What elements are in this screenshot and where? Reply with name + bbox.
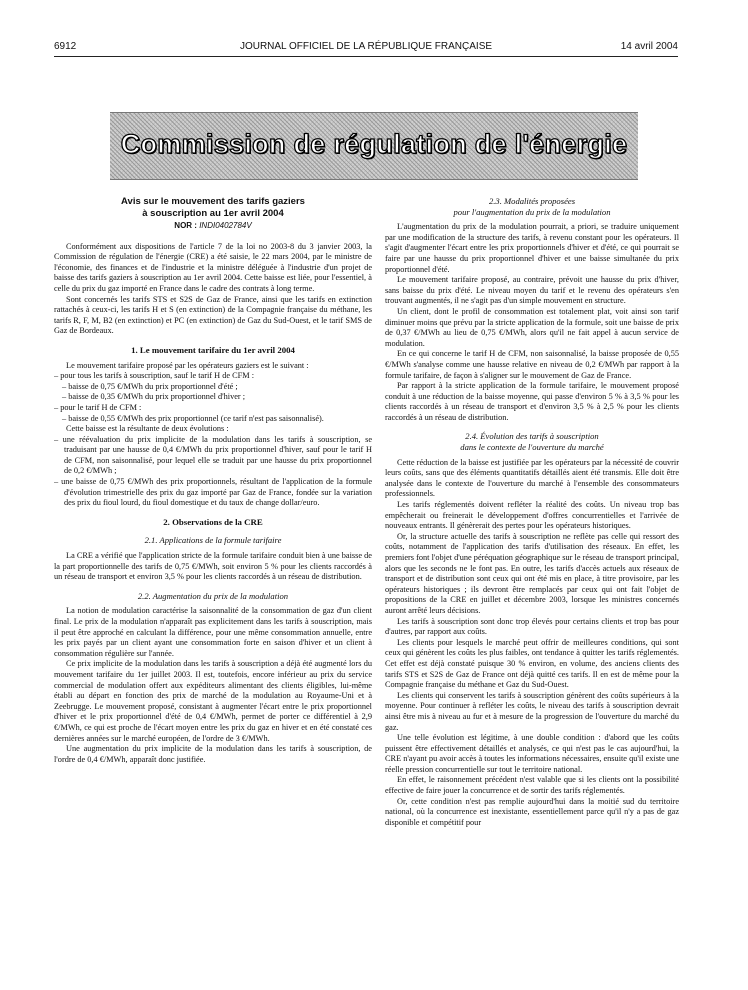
paragraph: Conformément aux dispositions de l'article 7 de la loi no 2003-8 du 3 janvier 2003, la Commission de régulation de l'énergie (CRE) a été saisie, le 22 mars 2004, par le ministre de l'économie, des finances et de l'industrie et la ministre déléguée à l'industrie d'un projet de baisse des tarifs gaziers à souscription au 1er avril 2004. Cette baisse est liée, pour l'essentiel, à celle du prix du gaz importé en France dans le cadre des contrats à long terme. — [54, 241, 372, 293]
left-column — [54, 196, 372, 984]
paragraph: Le mouvement tarifaire proposé par les opérateurs gaziers est le suivant : — [66, 360, 309, 370]
paragraph: Une augmentation du prix implicite de la modulation dans les tarifs à souscription, de l'ordre de 0,4 €/MWh, apparaît donc justifiée. — [54, 744, 372, 764]
nor-reference — [54, 221, 372, 232]
running-header — [54, 41, 678, 57]
paragraph: Les clients qui conservent les tarifs à souscription génèrent des coûts supérieurs à la moyenne. Pour continuer à refléter les coûts, le niveau des tarifs à souscription devrait ainsi être mis à niveau au fur et à mesure de la progression de l'ouverture du marché du gaz. — [385, 690, 679, 732]
paragraph: En ce qui concerne le tarif H de CFM, non saisonnalisé, la baisse proposée de 0,55 €/MWh s'analyse comme une hausse relative en niveau de 0,2 €/MWh par rapport à la formule tarifaire, de façon à s'aligner sur le mouvement de Gaz de France. — [385, 349, 679, 380]
page-number: 6912 — [54, 41, 77, 52]
subsection-heading-2-3-line-2: pour l'augmentation du prix de la modulation — [453, 206, 611, 217]
paragraph: La notion de modulation caractérise la saisonnalité de la consommation de gaz d'un client final. Le prix de la modulation n'apparaît pas explicitement dans les tarifs à souscription, mais il peut être approché en calculant la différence, pour une même consommation annuelle, entre les prix payés par un client ayant une consommation forte en saison d'hiver et un client à consommation régulière sur l'année. — [54, 606, 372, 658]
paragraph: Sont concernés les tarifs STS et S2S de Gaz de France, ainsi que les tarifs en extinction rattachés à ceux-ci, les tarifs H et S (en extinction) de la Compagnie française du méthane, les tarifs R, F, M, B2 (en extinction) et PC (en extinction) de Gaz du Sud-Ouest, et le tarif SMS de Gaz de Bordeaux. — [54, 294, 372, 336]
notice-title-line-1: Avis sur le mouvement des tarifs gaziers — [121, 196, 305, 207]
paragraph: Les tarifs à souscription sont donc trop élevés pour certains clients et trop bas pour d'autres, par rapport aux coûts. — [385, 616, 679, 637]
paragraph: Ce prix implicite de la modulation dans les tarifs à souscription a déjà été augmenté lors du mouvement tarifaire du 1er juillet 2003. Il est, toutefois, encore inférieur au prix du service commercial de modulation offert aux expéditeurs alimentant des clients éligibles, lui-même établi au départ en fonction des prix de marché de la modulation au Royaume-Uni et à Zeebrugge. Le mouvement proposé, consistant à augmenter l'écart entre le prix proportionnel d'hiver et le prix proportionnel d'été de 0,4 €/MWh, permet de porter ce différentiel à 2,9 €/MWh, ce qui est proche de l'écart moyen entre les prix du gaz en hiver et en été constaté ces dernières années sur le marché européen, de l'ordre de 3 €/MWh. — [54, 659, 372, 743]
subsection-heading-2-3-line-1: 2.3. Modalités proposées — [488, 196, 576, 206]
paragraph: L'augmentation du prix de la modulation pourrait, a priori, se traduire uniquement par une modification de la structure des tarifs, à revenu constant pour les opérateurs. Il s'agit d'augmenter l'écart entre les prix proportionnels d'hiver et d'été, ce qui pourrait se faire par une hausse du prix proportionnel d'hiver et une baisse simultanée du prix proportionnel d'été. — [385, 222, 679, 274]
list-item: – pour le tarif H de CFM : — [54, 402, 142, 412]
paragraph: Un client, dont le profil de consommation est totalement plat, voit ainsi son tarif diminuer moins que prévu par la stricte application de la formule, soit une baisse de prix de 0,37 €/MWh au lieu de 0,75 €/MWh, alors qu'il ne fait appel à aucun service de modulation. — [385, 306, 679, 348]
section-heading-1: 1. Le mouvement tarifaire du 1er avril 2004 — [131, 344, 295, 355]
sub-list-item: – baisse de 0,55 €/MWh des prix proportionnel (ce tarif n'est pas saisonnalisé). — [62, 413, 324, 423]
sub-list-item: – baisse de 0,35 €/MWh du prix proportionnel d'hiver ; — [62, 392, 246, 402]
list-item: – pour tous les tarifs à souscription, sauf le tarif H de CFM : — [54, 371, 255, 381]
paragraph: Cette réduction de la baisse est justifiée par les opérateurs par la nécessité de couvrir leurs coûts, sans que des éléments quantitatifs détaillés aient été transmis. Elle doit être analysée dans le contexte de l'ouverture du marché à l'ensemble des consommateurs professionnels. — [385, 457, 679, 499]
issue-date: 14 avril 2004 — [620, 41, 678, 52]
paragraph: Par rapport à la stricte application de la formule tarifaire, le mouvement proposé conduit à une réduction de la baisse moyenne, qui passe d'environ 5 % à 3,5 % pour les clients raccordés à un réseau de transport et d'environ 3,5 % à 2,5 % pour les clients raccordés à un réseau de distribution. — [385, 381, 679, 422]
subsection-heading-2-4-line-1: 2.4. Évolution des tarifs à souscription — [465, 431, 599, 442]
subsection-heading-2-4-line-2: dans le contexte de l'ouverture du marché — [460, 442, 604, 453]
paragraph: Une telle évolution est légitime, à une double condition : d'abord que les coûts puissent être effectivement détaillés et analysés, ce qui n'est pas le cas aujourd'hui, la CRE n'ayant pu avoir accès à toutes les informations nécessaires, ensuite qu'il existe une réelle pression concurrentielle sur tout le territoire national. — [385, 733, 679, 774]
list-item: – une baisse de 0,75 €/MWh des prix proportionnels, résultant de l'application de la formule d'évolution trimestrielle des prix du gaz importé par Gaz de France, fondée sur la variation des prix du fioul lourd, du fioul domestique et du taux de change dollar/euro. — [54, 477, 372, 508]
list-item: – une réévaluation du prix implicite de la modulation dans les tarifs à souscription, se traduisant par une hausse de 0,4 €/MWh du prix proportionnel d'hiver, sauf pour le tarif H de CFM, non saisonnalisé, pour lequel elle se traduit par une hausse du prix proportionnel de 0,2 €/MWh ; — [54, 434, 372, 476]
paragraph: Le mouvement tarifaire proposé, au contraire, prévoit une hausse du prix d'hiver, sans baisse du prix d'été. Le niveau moyen du tarif et le revenu des opérateurs s'en trouvant augmentés, il ne s'agit pas d'un simple mouvement en structure. — [385, 275, 679, 306]
subsection-heading-2-1: 2.1. Applications de la formule tarifaire — [144, 535, 282, 546]
right-column — [385, 196, 679, 984]
paragraph: Or, la structure actuelle des tarifs à souscription ne reflète pas celle qui ressort des coûts, notamment de l'application des tarifs d'utilisation des réseaux. En effet, les premiers font l'objet d'une péréquation géographique sur le réseau de transport principal, alors que les seconds ne le font pas. En outre, les tarifs d'accès actuels aux réseaux de transport et de distribution sont ceux qui ont été mis en place, à titre provisoire, par les opérateurs historiques ; ils devront être remplacés par ceux qui ont fait l'objet de propositions de la CRE en juillet et décembre 2003, lorsque les ministres concernés auront arrêté leurs décisions. — [385, 531, 679, 615]
paragraph: Cette baisse est la résultante de deux évolutions : — [66, 424, 229, 434]
sub-list-item: – baisse de 0,75 €/MWh du prix proportionnel d'été ; — [62, 381, 238, 391]
paragraph: En effet, le raisonnement précédent n'est valable que si les clients ont la possibilité effective de faire jouer la concurrence et de sortir des tarifs réglementés. — [385, 775, 679, 796]
section-heading-2: 2. Observations de la CRE — [163, 516, 263, 527]
journal-title: JOURNAL OFFICIEL DE LA RÉPUBLIQUE FRANÇAISE — [239, 41, 493, 52]
subsection-heading-2-2: 2.2. Augmentation du prix de la modulation — [137, 590, 289, 601]
paragraph: Or, cette condition n'est pas remplie aujourd'hui dans la moitié sud du territoire national, où la concurrence est inexistante, essentiellement parce qu'il n'y a pas de gaz disponible et compétitif pour — [385, 796, 679, 827]
nor-value: INDI0402784V — [199, 221, 252, 230]
paragraph: Les tarifs réglementés doivent refléter la réalité des coûts. Un niveau trop bas empêcherait ou freinerait le développement d'offres concurrentielles et l'arrivée de nouveaux entrants. Il génèrerait des pertes pour les opérateurs historiques. — [385, 500, 679, 531]
section-banner — [110, 112, 638, 180]
notice-title-line-2: à souscription au 1er avril 2004 — [142, 207, 284, 219]
header-rule — [54, 56, 678, 57]
nor-label: NOR : — [174, 221, 197, 230]
paragraph: La CRE a vérifié que l'application stricte de la formule tarifaire conduit bien à une baisse de la part proportionnelle des tarifs de 0,75 €/MWh, soit environ 5 % pour les clients raccordés à un réseau de transport et environ 3,5 % pour les clients raccordés à un réseau de distribution. — [54, 551, 372, 582]
paragraph: Les clients pour lesquels le marché peut offrir de meilleures conditions, qui sont ceux qui génèrent les coûts les plus faibles, ont tendance à quitter les tarifs réglementés. Cet effet est déjà constaté puisque 30 % environ, en volume, des anciens clients des tarifs STS et S2S de Gaz de France ont déjà quitté ces tarifs. Il en est de même pour la Compagnie française du méthane et Gaz du Sud-Ouest. — [385, 637, 679, 690]
banner-title: Commission de régulation de l'énergie — [120, 129, 628, 159]
